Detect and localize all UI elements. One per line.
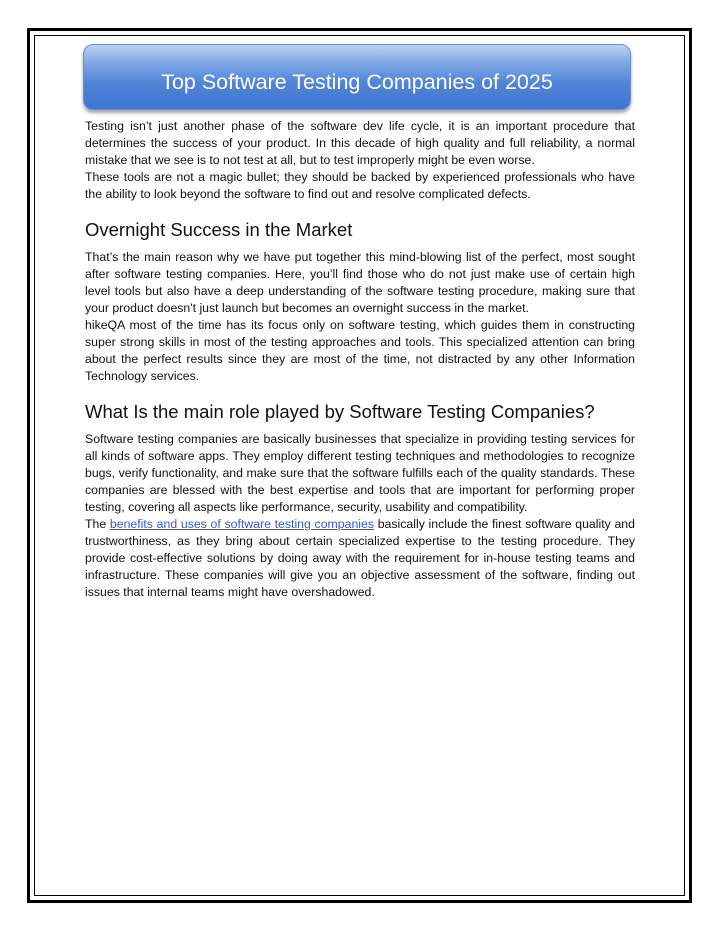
section-heading-overnight-success: Overnight Success in the Market <box>85 219 353 240</box>
page-title: Top Software Testing Companies of 2025 <box>161 69 553 94</box>
document-body <box>85 118 635 601</box>
section2-paragraph-2 <box>85 516 635 601</box>
section2-paragraph-2-prefix: The <box>85 517 110 531</box>
section2-paragraph-1: Software testing companies are basically businesses that specialize in providing testing services for all kinds of software apps. They employ different testing techniques and methodologies to recognize bugs, verify functionality, and make sure that the software fulfills each of the quality standards. These companies are blessed with the best expertise and tools that are important for performing proper testing, covering all aspects like performance, security, usability and compatibility. <box>85 432 635 514</box>
section-heading-main-role: What Is the main role played by Software Testing Companies? <box>85 401 595 422</box>
intro-paragraph-2: These tools are not a magic bullet; they should be backed by experienced professionals who have the ability to look beyond the software to find out and resolve complicated defects. <box>85 170 635 201</box>
benefits-link[interactable]: benefits and uses of software testing companies <box>109 517 375 531</box>
section1-paragraph-1: That’s the main reason why we have put together this mind-blowing list of the perfect, most sought after software testing companies. Here, you’ll find those who do not just make use of certain high level tools but also have a deep understanding of the software testing procedure, making sure that your product doesn't just launch but becomes an overnight success in the market. <box>85 250 635 315</box>
title-banner <box>83 44 631 110</box>
intro-paragraph-1: Testing isn’t just another phase of the software dev life cycle, it is an important procedure that determines the success of your product. In this decade of high quality and full reliability, a normal mistake that we see is to not test at all, but to test improperly might be even worse. <box>85 119 635 167</box>
section2-paragraph-2-suffix: basically include the finest software quality and trustworthiness, as they bring about certain specialized expertise to the testing procedure. They provide cost-effective solutions by doing away with the requirement for in-house testing teams and infrastructure. These companies will give you an objective assessment of the software, finding out issues that internal teams might have overshadowed. <box>85 517 635 599</box>
section1-paragraph-2: hikeQA most of the time has its focus only on software testing, which guides them in constructing super strong skills in most of the testing approaches and tools. This specialized attention can bring about the perfect results since they are most of the time, not distracted by any other Information Technology services. <box>85 318 635 383</box>
